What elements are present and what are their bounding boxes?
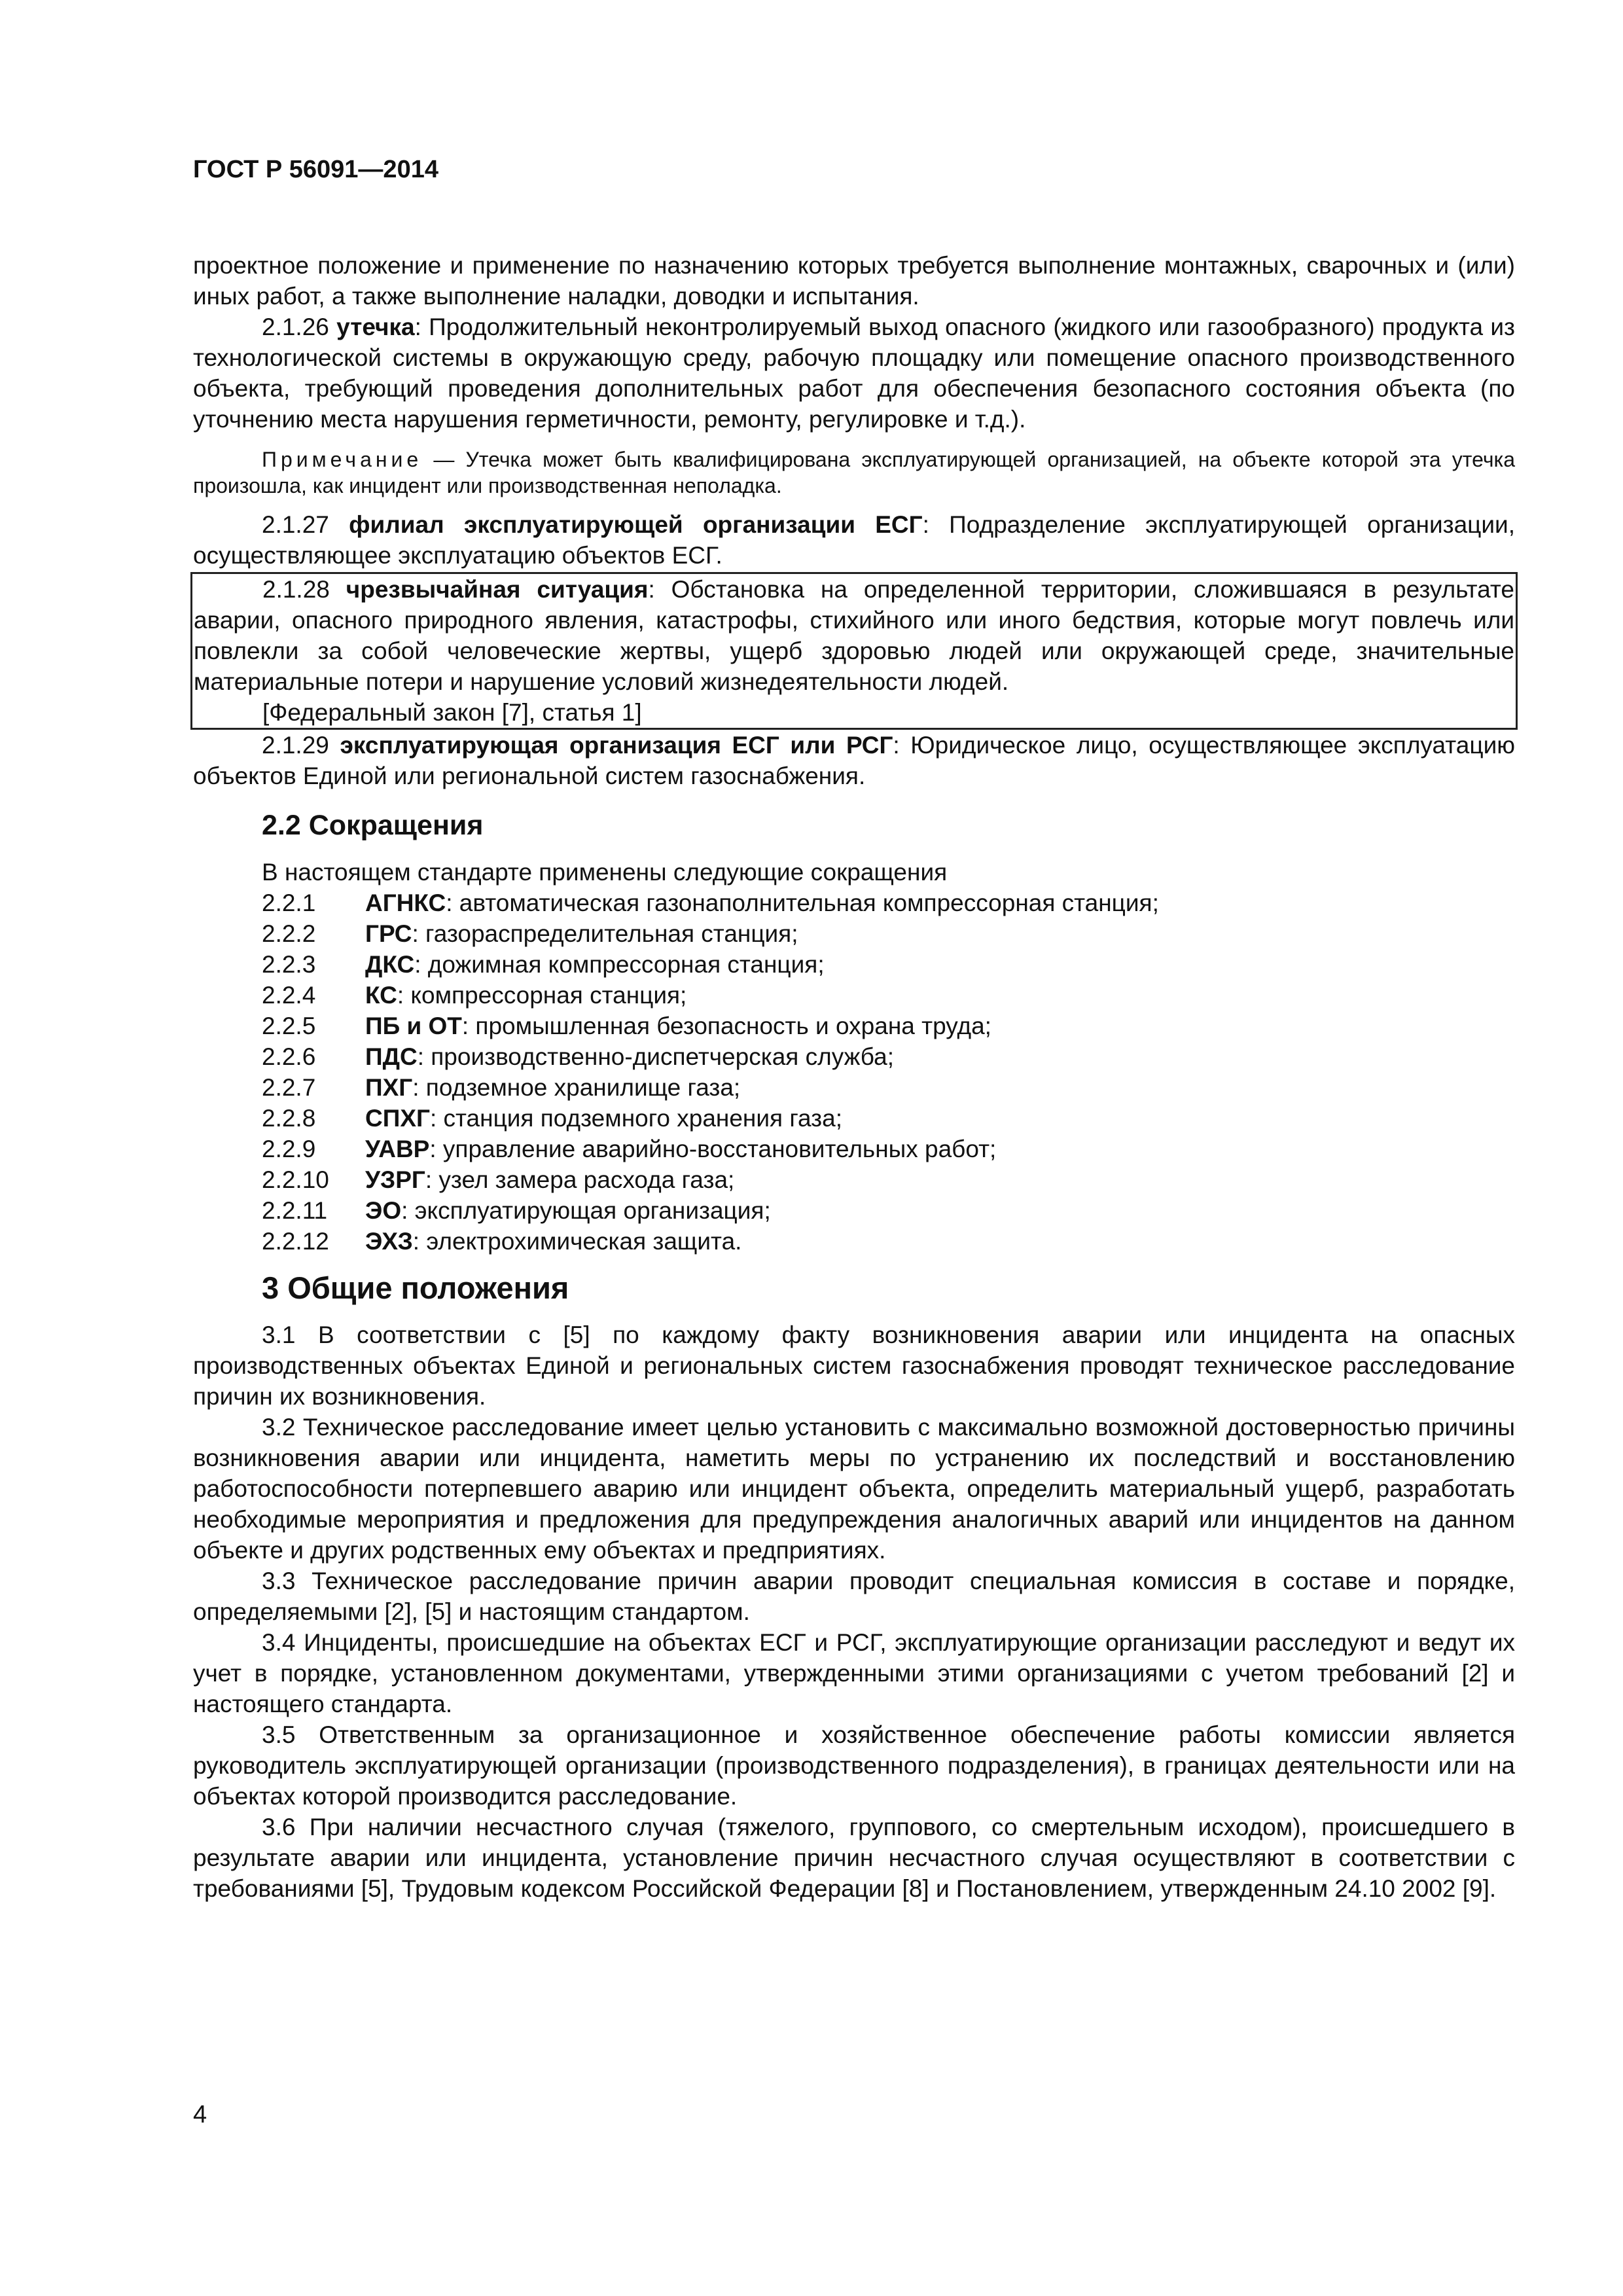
paragraph-3-1: 3.1 В соответствии с [5] по каждому факту возникновения аварии или инцидента на опасных производственных объектах Единой и региональных систем газоснабжения проводят техническое расследование причин их возникновения.	[193, 1321, 1515, 1410]
note-text: — Утечка может быть квалифицирована эксплуатирующей организацией, на объекте которой эта утечка произошла, как инцидент или производственная неполадка.	[193, 448, 1515, 497]
paragraph-3-5: 3.5 Ответственным за организационное и хозяйственное обеспечение работы комиссии является руководитель эксплуатирующей организации (производственного подразделения), в границах деятельности или на объектах которой производится расследование.	[193, 1721, 1515, 1810]
paragraph-3-6: 3.6 При наличии несчастного случая (тяжелого, группового, со смертельным исходом), происшедшего в результате аварии или инцидента, установление причин несчастного случая осуществляют в соответствии с требованиями [5], Трудовым кодексом Российской Федерации [8] и Постановлением, утвержденным 24.10 2002 [9].	[193, 1814, 1515, 1902]
term-number: 2.1.26	[262, 314, 329, 340]
note-paragraph	[193, 446, 1515, 499]
abbreviations-intro: В настоящем стандарте применены следующие сокращения	[262, 859, 948, 886]
term-source-reference: [Федеральный закон [7], статья 1]	[262, 699, 642, 726]
abbreviation-item: 2.2.7 ПХГ: подземное хранилище газа;	[262, 1074, 741, 1101]
abbreviation-item: 2.2.1 АГНКС: автоматическая газонаполнительная компрессорная станция;	[262, 889, 1159, 916]
abbreviation-item: 2.2.10 УЗРГ: узел замера расхода газа;	[262, 1166, 735, 1193]
term-name: утечка	[336, 314, 415, 340]
document-body	[193, 250, 1515, 1904]
term-2-1-28	[194, 574, 1514, 697]
term-number: 2.1.28	[262, 576, 330, 603]
term-definition: : Подразделение эксплуатирующей организации, осуществляющее эксплуатацию объектов ЕСГ.	[193, 511, 1515, 569]
section-3-heading: 3 Общие положения	[262, 1270, 569, 1305]
term-2-1-29	[193, 730, 1515, 791]
abbreviation-item: 2.2.9 УАВР: управление аварийно-восстановительных работ;	[262, 1136, 997, 1162]
abbreviation-item: 2.2.6 ПДС: производственно-диспетчерская служба;	[262, 1043, 894, 1070]
document-code-header: ГОСТ Р 56091—2014	[193, 156, 438, 183]
term-name: чрезвычайная ситуация	[346, 576, 649, 603]
abbreviation-item: 2.2.3 ДКС: дожимная компрессорная станция;	[262, 951, 825, 978]
term-2-1-27	[193, 509, 1515, 571]
section-2-2-heading: 2.2 Сокращения	[262, 810, 484, 841]
term-name: эксплуатирующая организация ЕСГ или РСГ	[340, 732, 893, 759]
abbreviations-list	[262, 857, 1515, 1257]
page-number: 4	[193, 2101, 207, 2128]
term-name: филиал эксплуатирующей организации ЕСГ	[349, 511, 923, 538]
term-definition: : Продолжительный неконтролируемый выход опасного (жидкого или газообразного) продукта из технологической системы в окружающую среду, рабочую площадку или помещение опасного производственного объекта, требующий проведения дополнительных работ для обеспечения безопасного состояния объекта (по уточнению места нарушения герметичности, ремонту, регулировке и т.д.).	[193, 314, 1516, 433]
term-number: 2.1.29	[262, 732, 329, 759]
note-label: Примечание	[262, 448, 423, 471]
abbreviation-item: 2.2.5 ПБ и ОТ: промышленная безопасность и охрана труда;	[262, 1013, 991, 1039]
paragraph-3-2: 3.2 Техническое расследование имеет целью установить с максимально возможной достоверностью причины возникновения аварии или инцидента, наметить меры по устранению их последствий и восстановлению работоспособности потерпевшего аварию или инцидент объекта, определить материальный ущерб, разработать необходимые мероприятия и предложения для предупреждения аналогичных аварий или инцидентов на данном объекте и других родственных ему объектах и предприятиях.	[193, 1414, 1515, 1564]
term-number: 2.1.27	[262, 511, 329, 538]
term-definition: : Обстановка на определенной территории, сложившаяся в результате аварии, опасного природного явления, катастрофы, стихийного или иного бедствия, которые могут повлечь или повлекли за собой человеческие жертвы, ущерб здоровью людей или окружающей среде, значительные материальные потери и нарушение условий жизнедеятельности людей.	[194, 576, 1514, 695]
abbreviation-item: 2.2.4 КС: компрессорная станция;	[262, 982, 687, 1009]
paragraph-3-4: 3.4 Инциденты, происшедшие на объектах ЕСГ и РСГ, эксплуатирующие организации расследуют и ведут их учет в порядке, установленном документами, утвержденными этими организациями с учетом требований [2] и настоящего стандарта.	[193, 1629, 1515, 1717]
term-2-1-26	[193, 312, 1515, 435]
boxed-term-2-1-28	[190, 572, 1518, 730]
term-definition: : Юридическое лицо, осуществляющее эксплуатацию объектов Единой или региональной систем газоснабжения.	[193, 732, 1515, 789]
abbreviation-item: 2.2.8 СПХГ: станция подземного хранения газа;	[262, 1105, 842, 1132]
abbreviation-item: 2.2.2 ГРС: газораспределительная станция;	[262, 920, 798, 947]
abbreviation-item: 2.2.12 ЭХЗ: электрохимическая защита.	[262, 1228, 742, 1255]
paragraph-3-3: 3.3 Техническое расследование причин аварии проводит специальная комиссия в составе и порядке, определяемыми [2], [5] и настоящим стандартом.	[193, 1568, 1515, 1625]
abbreviation-item: 2.2.11 ЭО: эксплуатирующая организация;	[262, 1197, 771, 1224]
continuation-paragraph: проектное положение и применение по назначению которых требуется выполнение монтажных, сварочных и (или) иных работ, а также выполнение наладки, доводки и испытания.	[193, 252, 1515, 310]
